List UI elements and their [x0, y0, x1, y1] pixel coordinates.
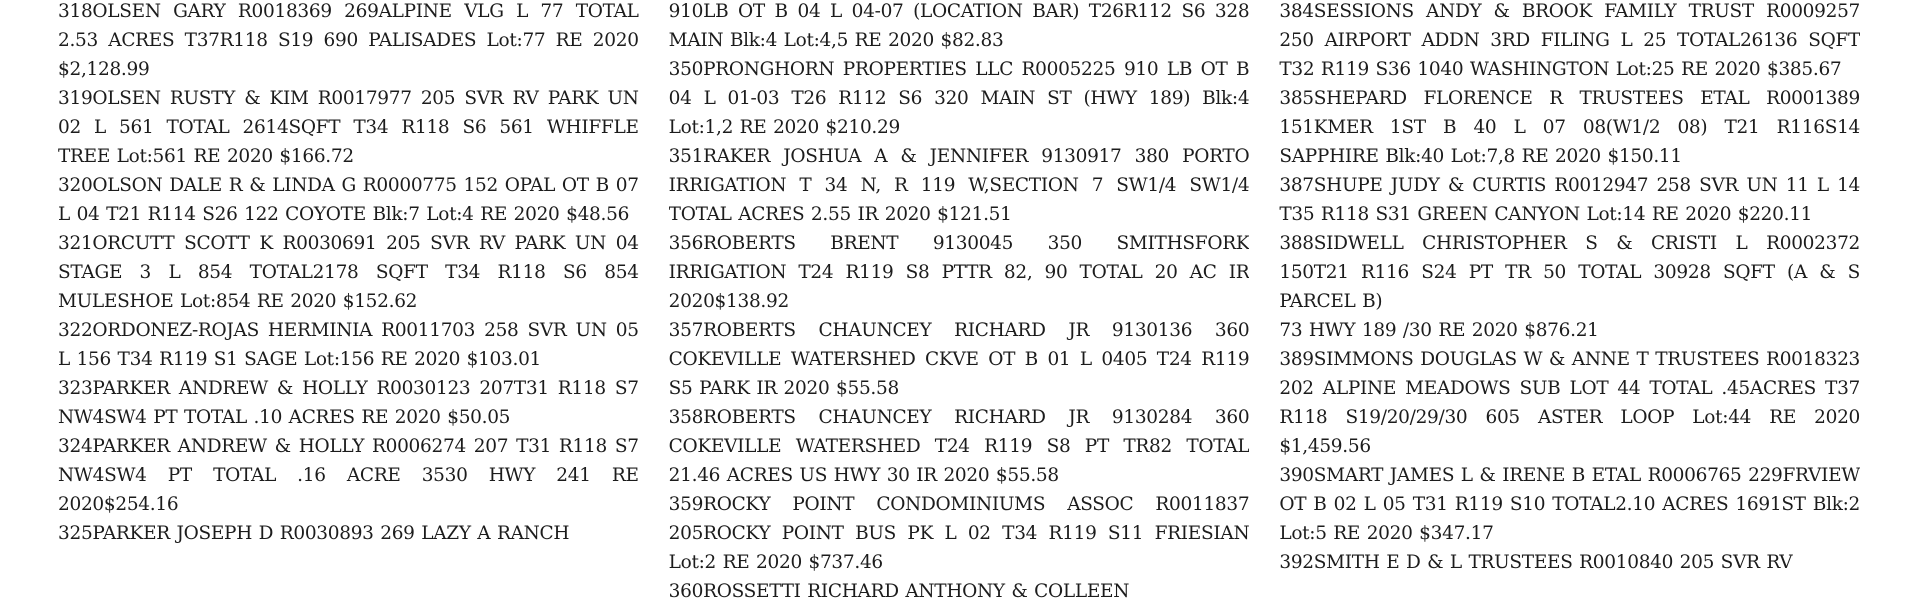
notice-entry: 910LB OT B 04 L 04-07 (LOCATION BAR) T26R112 S6 328 MAIN Blk:4 Lot:4,5 RE 2020 $82.83: [668, 1, 1250, 51]
notice-entry: 325PARKER JOSEPH D R0030893 269 LAZY A RANCH: [58, 523, 570, 544]
notice-column-3: [1279, 0, 1860, 600]
notice-entry: 324PARKER ANDREW & HOLLY R0006274 207 T31 R118 S7 NW4SW4 PT TOTAL .16 ACRE 3530 HWY 241 RE 2020$254.16: [58, 436, 639, 515]
notice-entry: 320OLSON DALE R & LINDA G R0000775 152 OPAL OT B 07 L 04 T21 R114 S26 122 COYOTE Blk:7 Lot:4 RE 2020 $48.56: [58, 175, 639, 225]
notice-entry: 323PARKER ANDREW & HOLLY R0030123 207T31 R118 S7 NW4SW4 PT TOTAL .10 ACRES RE 2020 $50.05: [58, 378, 639, 428]
notice-entry: 385SHEPARD FLORENCE R TRUSTEES ETAL R0001389 151KMER 1ST B 40 L 07 08(W1/2 08) T21 R116S14 SAPPHIRE Blk:40 Lot:7,8 RE 2020 $150.11: [1279, 88, 1861, 167]
notice-entry: 390SMART JAMES L & IRENE B ETAL R0006765 229FRVIEW OT B 02 L 05 T31 R119 S10 TOTAL2.10 ACRES 1691ST Blk:2 Lot:5 RE 2020 $347.17: [1279, 465, 1861, 544]
notice-entry: 318OLSEN GARY R0018369 269ALPINE VLG L 77 TOTAL 2.53 ACRES T37R118 S19 690 PALISADES Lot:77 RE 2020 $2,128.99: [58, 1, 639, 80]
notice-entry: 388SIDWELL CHRISTOPHER S & CRISTI L R0002372 150T21 R116 S24 PT TR 50 TOTAL 30928 SQFT (A & S PARCEL B): [1279, 233, 1861, 312]
notice-entry: 73 HWY 189 /30 RE 2020 $876.21: [1279, 320, 1599, 341]
notice-entry: 319OLSEN RUSTY & KIM R0017977 205 SVR RV PARK UN 02 L 561 TOTAL 2614SQFT T34 R118 S6 561 WHIFFLE TREE Lot:561 RE 2020 $166.72: [58, 88, 639, 167]
notice-entry: 384SESSIONS ANDY & BROOK FAMILY TRUST R0009257 250 AIRPORT ADDN 3RD FILING L 25 TOTAL26136 SQFT T32 R119 S36 1040 WASHINGTON Lot:25 RE 2020 $385.67: [1279, 1, 1861, 80]
notice-entry: 350PRONGHORN PROPERTIES LLC R0005225 910 LB OT B 04 L 01-03 T26 R112 S6 320 MAIN ST (HWY 189) Blk:4 Lot:1,2 RE 2020 $210.29: [668, 59, 1250, 138]
notice-entry: 357ROBERTS CHAUNCEY RICHARD JR 9130136 360 COKEVILLE WATERSHED CKVE OT B 01 L 0405 T24 R119 S5 PARK IR 2020 $55.58: [668, 320, 1250, 399]
notice-entry: 322ORDONEZ-ROJAS HERMINIA R0011703 258 SVR UN 05 L 156 T34 R119 S1 SAGE Lot:156 RE 2020 $103.01: [58, 320, 639, 370]
notice-entry: 392SMITH E D & L TRUSTEES R0010840 205 SVR RV: [1279, 552, 1793, 573]
notice-entry: 389SIMMONS DOUGLAS W & ANNE T TRUSTEES R0018323 202 ALPINE MEADOWS SUB LOT 44 TOTAL .45ACRES T37 R118 S19/20/29/30 605 ASTER LOOP Lot:44 RE 2020 $1,459.56: [1279, 349, 1861, 457]
notice-entry: 359ROCKY POINT CONDOMINIUMS ASSOC R0011837 205ROCKY POINT BUS PK L 02 T34 R119 S11 FRIESIAN Lot:2 RE 2020 $737.46: [668, 494, 1250, 573]
notice-entry: 360ROSSETTI RICHARD ANTHONY & COLLEEN: [668, 581, 1130, 600]
notice-entry: 351RAKER JOSHUA A & JENNIFER 9130917 380 PORTO IRRIGATION T 34 N, R 119 W,SECTION 7 SW1/4 SW1/4 TOTAL ACRES 2.55 IR 2020 $121.51: [668, 146, 1250, 225]
notice-entry: 358ROBERTS CHAUNCEY RICHARD JR 9130284 360 COKEVILLE WATERSHED T24 R119 S8 PT TR82 TOTAL 21.46 ACRES US HWY 30 IR 2020 $55.58: [668, 407, 1250, 486]
notice-entry: 321ORCUTT SCOTT K R0030691 205 SVR RV PARK UN 04 STAGE 3 L 854 TOTAL2178 SQFT T34 R118 S6 854 MULESHOE Lot:854 RE 2020 $152.62: [58, 233, 639, 312]
notice-entry: 356ROBERTS BRENT 9130045 350 SMITHSFORK IRRIGATION T24 R119 S8 PTTR 82, 90 TOTAL 20 AC IR 2020$138.92: [668, 233, 1250, 312]
notice-entry: 387SHUPE JUDY & CURTIS R0012947 258 SVR UN 11 L 14 T35 R118 S31 GREEN CANYON Lot:14 RE 2020 $220.11: [1279, 175, 1861, 225]
notice-column-2: [669, 0, 1250, 600]
notice-column-1: [58, 0, 639, 600]
